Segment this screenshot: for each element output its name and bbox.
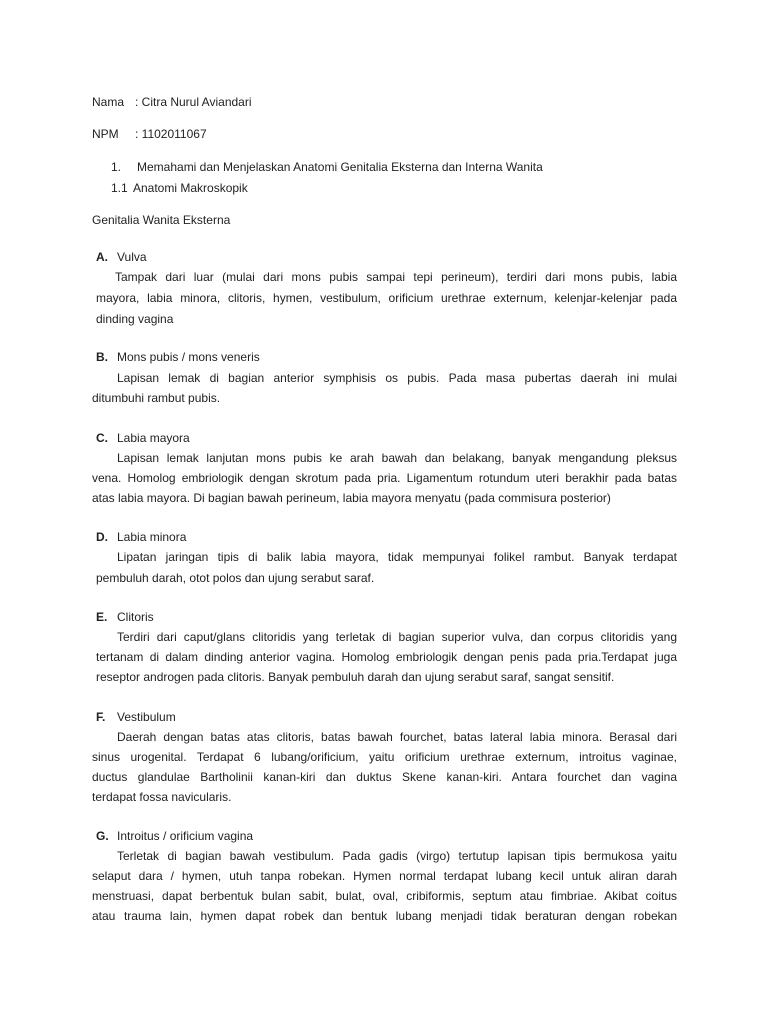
section-c-line-1: Lapisan lemak lanjutan mons pubis ke arah bawah dan belakang, banyak mengandung pleksus <box>117 451 677 465</box>
section-a-letter: A. <box>96 250 108 264</box>
section-a-line-3: dinding vagina <box>96 312 174 326</box>
section-e-title: Clitoris <box>117 610 154 624</box>
topic-1-text: Memahami dan Menjelaskan Anatomi Genitalia Eksterna dan Interna Wanita <box>137 160 543 174</box>
topic-1-number: 1. <box>111 160 122 174</box>
section-g-letter: G. <box>96 829 109 843</box>
section-title: Genitalia Wanita Eksterna <box>92 213 231 227</box>
section-c-letter: C. <box>96 431 108 445</box>
section-f-letter: F. <box>96 710 106 724</box>
npm-label: NPM <box>92 127 119 141</box>
section-d-line-1: Lipatan jaringan tipis di balik labia mayora, tidak mempunyai folikel rambut. Banyak terdapat <box>117 550 677 564</box>
section-g-title: Introitus / orificium vagina <box>117 829 254 843</box>
section-a-line-2: mayora, labia minora, clitoris, hymen, vestibulum, orificium urethrae externum, kelenjar-kelenjar pada <box>96 291 677 305</box>
topic-1-1-number: 1.1 <box>111 181 128 195</box>
section-f-line-2: sinus urogenital. Terdapat 6 lubang/orificium, yaitu orificium urethrae externum, introitus vaginae, <box>92 750 677 764</box>
nama-value: : Citra Nurul Aviandari <box>135 95 252 109</box>
section-f-line-3: ductus glandulae Bartholinii kanan-kiri dan duktus Skene kanan-kiri. Antara fourchet dan vagina <box>92 770 677 784</box>
section-d-line-2: pembuluh darah, otot polos dan ujung serabut saraf. <box>96 571 375 585</box>
section-f-line-1: Daerah dengan batas atas clitoris, batas bawah fourchet, batas lateral labia minora. Berasal dari <box>117 730 677 744</box>
section-g-line-1: Terletak di bagian bawah vestibulum. Pada gadis (virgo) tertutup lapisan tipis bermukosa yaitu <box>117 849 677 863</box>
section-d-letter: D. <box>96 530 108 544</box>
section-b-line-1: Lapisan lemak di bagian anterior symphisis os pubis. Pada masa pubertas daerah ini mulai <box>117 371 677 385</box>
section-a-title: Vulva <box>117 250 147 264</box>
section-e-letter: E. <box>96 610 108 624</box>
section-b-letter: B. <box>96 350 108 364</box>
section-c-line-3: atas labia mayora. Di bagian bawah perineum, labia mayora menyatu (pada commisura posterior) <box>92 491 611 505</box>
section-f-title: Vestibulum <box>117 710 176 724</box>
section-a-line-1: Tampak dari luar (mulai dari mons pubis sampai tepi perineum), terdiri dari mons pubis, labia <box>115 270 677 284</box>
section-e-line-3: reseptor androgen pada clitoris. Banyak pembuluh darah dan ujung serabut saraf, sangat sensitif. <box>96 670 615 684</box>
npm-value: : 1102011067 <box>135 127 207 141</box>
topic-1-1-text: Anatomi Makroskopik <box>133 181 248 195</box>
section-d-title: Labia minora <box>117 530 187 544</box>
section-b-title: Mons pubis / mons veneris <box>117 350 260 364</box>
section-b-line-2: ditumbuhi rambut pubis. <box>92 391 221 405</box>
section-c-title: Labia mayora <box>117 431 190 445</box>
section-f-line-4: terdapat fossa navicularis. <box>92 790 232 804</box>
nama-label: Nama <box>92 95 125 109</box>
section-g-line-2: selaput dara / hymen, utuh tanpa robekan. Hymen normal terdapat lubang kecil untuk aliran darah <box>92 869 677 883</box>
section-e-line-1: Terdiri dari caput/glans clitoridis yang terletak di bagian superior vulva, dan corpus clitoridis yang <box>117 630 677 644</box>
section-g-line-3: menstruasi, dapat berbentuk bulan sabit, bulat, oval, cribiformis, septum atau fimbriae. Akibat coitus <box>92 889 677 903</box>
section-g-line-4: atau trauma lain, hymen dapat robek dan bentuk lubang menjadi tidak beraturan dengan robekan <box>92 909 677 923</box>
section-c-line-2: vena. Homolog embriologik dengan skrotum pada pria. Ligamentum rotundum uteri berakhir pada batas <box>92 471 677 485</box>
section-e-line-2: tertanam di dalam dinding anterior vagina. Homolog embriologik dengan penis pada pria.Terdapat juga <box>96 650 677 664</box>
